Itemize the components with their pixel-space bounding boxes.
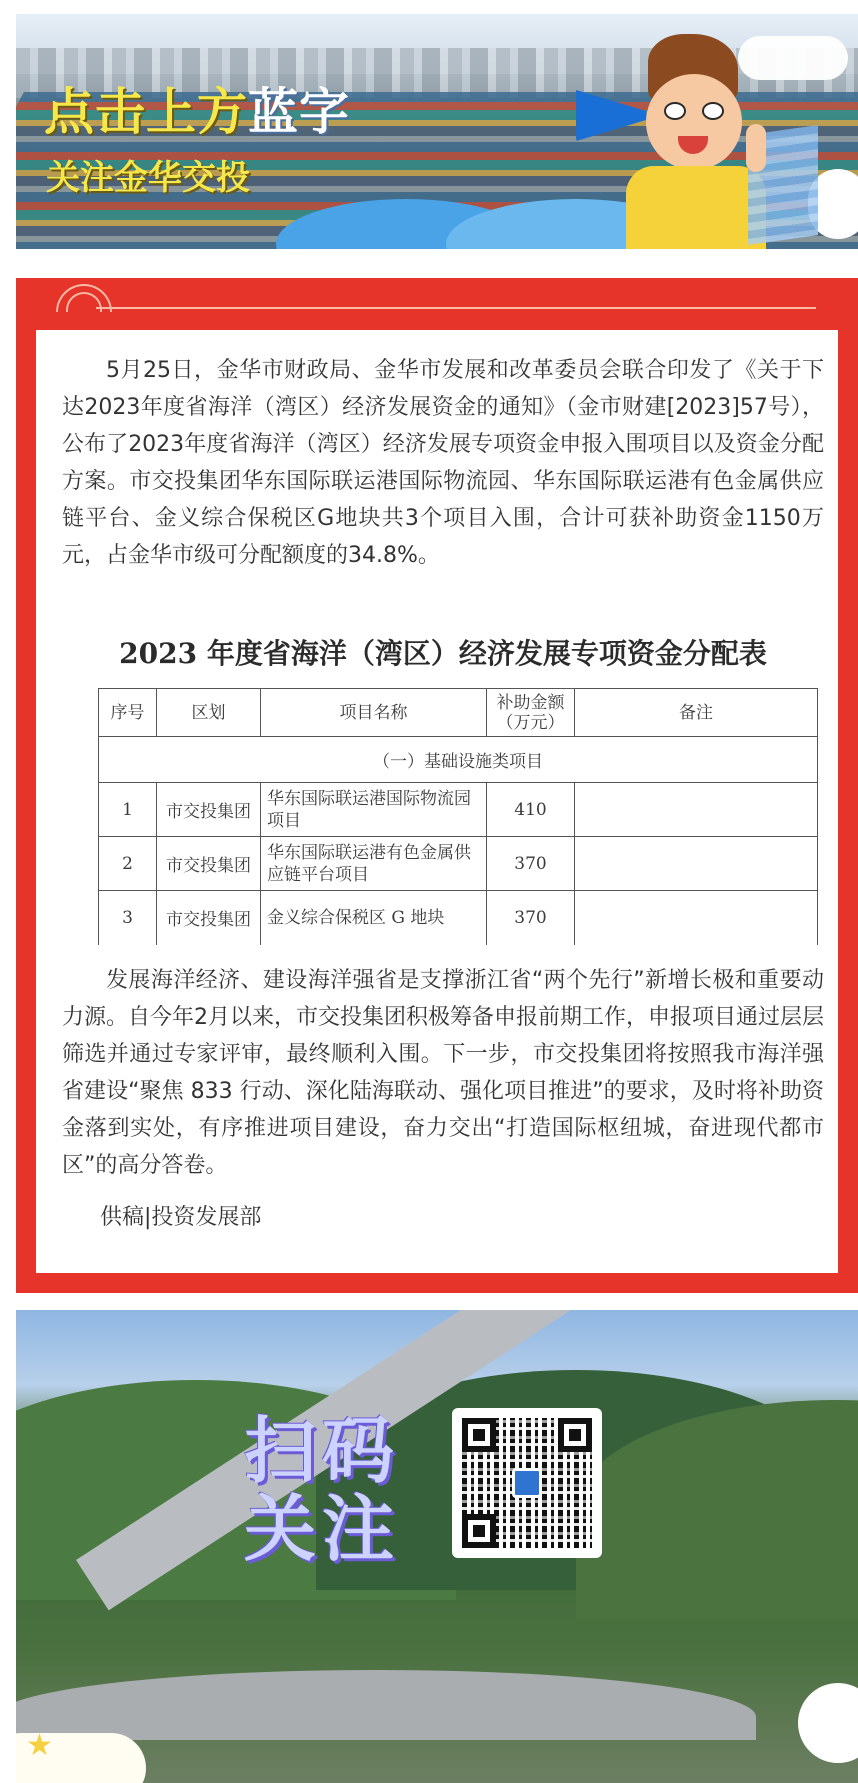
banner-title: [44, 72, 350, 144]
cell-note: [575, 837, 818, 891]
star-icon: ★: [26, 1728, 53, 1763]
overpass: [16, 1670, 756, 1740]
qr-logo-icon: [512, 1468, 542, 1498]
allocation-table-image: [62, 632, 824, 952]
header-cell: 序号: [99, 689, 157, 737]
banner-cloud: [798, 1683, 858, 1763]
cell-region: 市交投集团: [157, 783, 261, 837]
cell-project-name: 金义综合保税区 G 地块: [261, 891, 487, 945]
scan-text-line2: 关注: [244, 1487, 401, 1571]
header-cell: 补助金额（万元）: [487, 689, 575, 737]
header-cell: 区划: [157, 689, 261, 737]
article-frame: [16, 278, 858, 1293]
qr-follow-banner: [16, 1310, 858, 1783]
frame-decoration: [56, 300, 816, 310]
cell-amount: 370: [487, 891, 575, 945]
cell-project-name: 华东国际联运港有色金属供应链平台项目: [261, 837, 487, 891]
top-banner[interactable]: [16, 14, 858, 249]
megaphone-icon: [576, 84, 646, 144]
cell-region: 市交投集团: [157, 837, 261, 891]
cell-no: 1: [99, 783, 157, 837]
header-cell: 备注: [575, 689, 818, 737]
cell-region: 市交投集团: [157, 891, 261, 945]
banner-subtitle: 关注金华交投: [46, 158, 250, 198]
scan-text-line1: 扫码: [244, 1409, 401, 1493]
cell-note: [575, 891, 818, 945]
cell-no: 3: [99, 891, 157, 945]
table-header-row: [99, 689, 818, 737]
cell-amount: 410: [487, 783, 575, 837]
allocation-table: [98, 688, 818, 945]
table-row: [99, 783, 818, 837]
category-cell: （一）基础设施类项目: [99, 737, 818, 783]
table-row: [99, 891, 818, 945]
banner-title-yellow: 点击上方: [44, 83, 248, 141]
article-paragraph-1: 5月25日，金华市财政局、金华市发展和改革委员会联合印发了《关于下达2023年度省海洋（湾区）经济发展资金的通知》（金市财建[2023]57号），公布了2023年度省海洋（湾区）经济发展专项资金申报入围项目以及资金分配方案。市交投集团华东国际联运港国际物流园、华东国际联运港有色金属供应链平台、金义综合保税区G地块共3个项目入围，合计可获补助资金1150万元，占金华市级可分配额度的34.8%。: [62, 358, 824, 568]
header-cell: 项目名称: [261, 689, 487, 737]
cell-note: [575, 783, 818, 837]
article-body: [36, 330, 838, 1273]
cartoon-mascot-icon: [576, 34, 776, 249]
qr-code-icon: [462, 1418, 592, 1548]
banner-title-blue-word: 蓝字: [248, 83, 350, 141]
table-category-row: [99, 737, 818, 783]
table-title: 2023 年度省海洋（湾区）经济发展专项资金分配表: [119, 637, 767, 670]
table-row: [99, 837, 818, 891]
cell-amount: 370: [487, 837, 575, 891]
cell-no: 2: [99, 837, 157, 891]
article-paragraph-2: 发展海洋经济、建设海洋强省是支撑浙江省“两个先行”新增长极和重要动力源。自今年2月以来，市交投集团积极筹备申报前期工作，申报项目通过层层筛选并通过专家评审，最终顺利入围。下一步，市交投集团将按照我市海洋强省建设“聚焦 833 行动、深化陆海联动、强化项目推进”的要求，及时将补助资金落到实处，有序推进项目建设，奋力交出“打造国际枢纽城，奋进现代都市区”的高分答卷。: [62, 968, 824, 1178]
cell-project-name: 华东国际联运港国际物流园项目: [261, 783, 487, 837]
article-credit: 供稿|投资发展部: [100, 1205, 262, 1230]
scan-follow-text: [244, 1409, 401, 1571]
qr-code[interactable]: [452, 1408, 602, 1558]
